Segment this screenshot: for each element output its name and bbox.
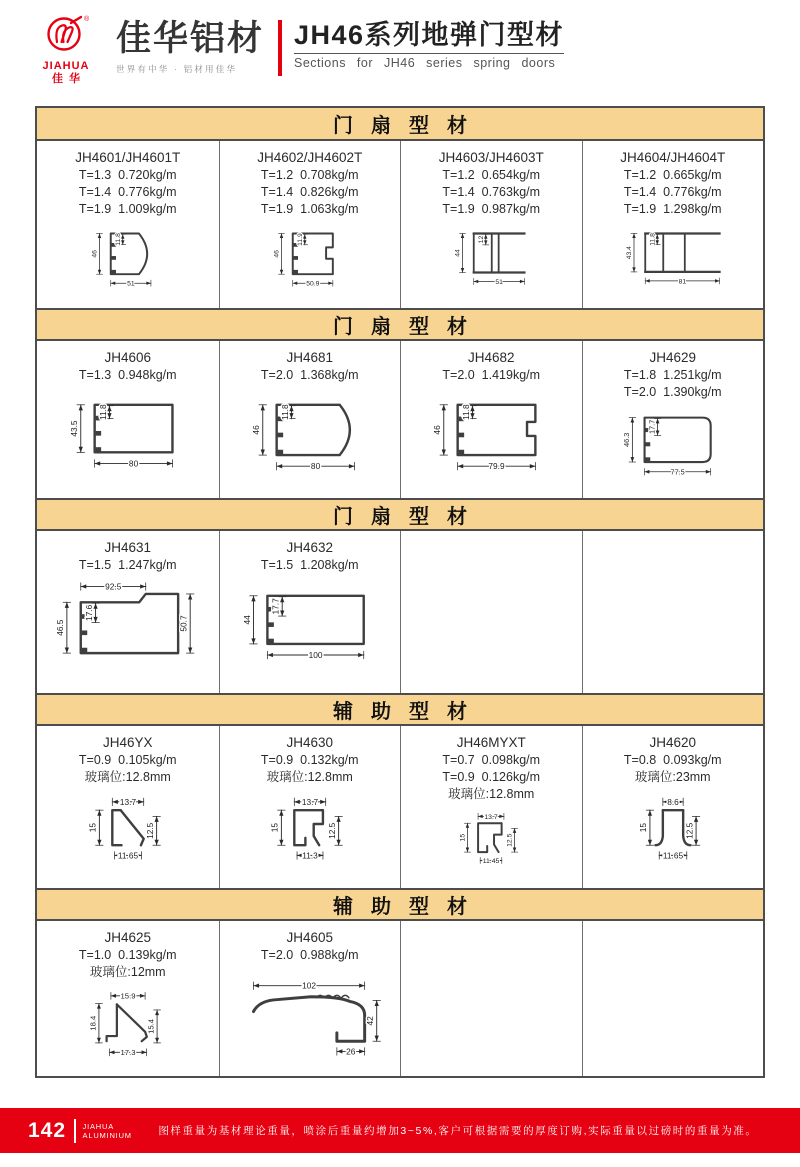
profile-drawing-ramp <box>222 966 398 1072</box>
profile-spec: T=0.7 0.098kg/m <box>442 753 541 767</box>
svg-text:®: ® <box>84 16 90 23</box>
svg-text:77.5: 77.5 <box>670 467 685 477</box>
svg-text:42: 42 <box>364 1016 375 1026</box>
profile-spec: T=1.9 0.987kg/m <box>442 202 541 216</box>
svg-text:50.9: 50.9 <box>305 280 320 288</box>
title-block <box>294 12 564 70</box>
svg-text:46.5: 46.5 <box>54 619 65 636</box>
svg-text:11.8: 11.8 <box>97 404 108 420</box>
profile-code: JH4603/JH4603T <box>438 150 544 165</box>
svg-text:13.7: 13.7 <box>119 796 136 807</box>
profile-drawing-rails-right <box>585 220 761 304</box>
profile-cell-jh4681 <box>219 341 401 498</box>
page-title: JH46系列地弹门型材 <box>294 20 565 50</box>
profile-spec: T=2.0 1.419kg/m <box>442 368 541 382</box>
profile-cell-jh4682 <box>400 341 582 498</box>
profile-code: JH4602/JH4602T <box>257 150 363 165</box>
profile-cell-jh4602-jh4602t <box>219 141 401 308</box>
profile-spec: T=1.4 0.776kg/m <box>78 185 177 199</box>
footer-note: 图样重量为基材理论重量，喷涂后重量约增加3~5%,客户可根据需要的厚度订购,实际重量以过磅时的重量为准。 <box>158 1125 758 1137</box>
profile-spec: T=0.9 0.132kg/m <box>260 753 359 767</box>
svg-text:18.4: 18.4 <box>88 1015 98 1031</box>
page-header <box>0 0 800 92</box>
page-footer <box>0 1108 800 1153</box>
svg-text:43.4: 43.4 <box>625 246 633 260</box>
svg-text:13.7: 13.7 <box>484 813 498 821</box>
section-header: 门扇型材 <box>37 108 763 141</box>
svg-text:15: 15 <box>637 823 648 833</box>
profile-code: JH4601/JH4601T <box>75 150 181 165</box>
profile-spec: T=1.9 1.298kg/m <box>623 202 722 216</box>
footer-brand-line1: JIAHUA <box>82 1121 115 1131</box>
svg-text:11.8: 11.8 <box>649 233 656 246</box>
svg-text:17.3: 17.3 <box>120 1048 136 1058</box>
profile-row <box>37 531 763 693</box>
svg-text:12.5: 12.5 <box>506 833 514 847</box>
svg-text:44: 44 <box>241 615 252 625</box>
profile-cell-jh4601-jh4601t <box>37 141 219 308</box>
profile-spec: T=1.2 0.708kg/m <box>260 168 359 182</box>
profile-row <box>37 141 763 308</box>
svg-text:81: 81 <box>678 278 686 286</box>
profile-spec: T=2.0 1.390kg/m <box>623 385 722 399</box>
svg-text:80: 80 <box>310 461 320 472</box>
footer-divider <box>74 1119 76 1143</box>
svg-text:15: 15 <box>87 823 98 833</box>
svg-text:80: 80 <box>128 458 138 469</box>
empty-cell <box>582 531 764 693</box>
profile-spec: 玻璃位:12.8mm <box>266 770 353 784</box>
profile-code: JH46YX <box>102 735 153 750</box>
section-header: 门扇型材 <box>37 498 763 531</box>
svg-text:100: 100 <box>308 649 323 660</box>
profile-cell-jh46myxt <box>400 726 582 888</box>
profile-code: JH4604/JH4604T <box>620 150 726 165</box>
svg-text:11.65: 11.65 <box>117 850 138 861</box>
section-header: 门扇型材 <box>37 308 763 341</box>
profile-drawing-small-f <box>403 805 579 884</box>
profile-spec: 玻璃位:12.8mm <box>448 787 535 801</box>
profile-spec: T=1.2 0.665kg/m <box>623 168 722 182</box>
svg-text:79.9: 79.9 <box>488 461 505 472</box>
profile-drawing-rect <box>40 386 216 494</box>
profile-code: JH4632 <box>286 540 334 555</box>
svg-text:15: 15 <box>459 833 467 842</box>
profile-code: JH4606 <box>104 350 152 365</box>
profile-drawing-small-hook <box>40 983 216 1072</box>
svg-text:11.8: 11.8 <box>114 233 122 246</box>
logo-brand-text: JIAHUA <box>42 60 90 72</box>
svg-text:15: 15 <box>269 823 280 833</box>
profile-spec: T=0.9 0.126kg/m <box>442 770 541 784</box>
footer-brand <box>83 1122 132 1140</box>
profile-drawing-small-diag <box>40 788 216 884</box>
title-rule <box>294 53 564 54</box>
profile-spec: T=1.2 0.654kg/m <box>442 168 541 182</box>
profile-code: JH4631 <box>104 540 152 555</box>
profile-spec: T=0.9 0.105kg/m <box>78 753 177 767</box>
profile-code: JH4682 <box>467 350 515 365</box>
empty-cell <box>582 921 764 1076</box>
profile-code: JH46MYXT <box>456 735 526 750</box>
profile-cell-jh4631 <box>37 531 219 693</box>
svg-text:8.6: 8.6 <box>666 796 679 807</box>
profile-spec: T=1.4 0.776kg/m <box>623 185 722 199</box>
profile-spec: T=1.9 1.063kg/m <box>260 202 359 216</box>
profile-code: JH4625 <box>104 930 152 945</box>
svg-text:11.65: 11.65 <box>662 850 683 861</box>
svg-text:17.6: 17.6 <box>83 604 94 621</box>
svg-text:46: 46 <box>432 425 443 435</box>
profile-row <box>37 726 763 888</box>
svg-text:17.7: 17.7 <box>647 419 657 435</box>
profile-drawing-small-u <box>585 788 761 884</box>
profile-code: JH4620 <box>649 735 697 750</box>
profile-cell-jh4604-jh4604t <box>582 141 764 308</box>
svg-text:46: 46 <box>91 250 99 258</box>
company-logo <box>22 12 110 86</box>
svg-text:15.4: 15.4 <box>146 1018 156 1034</box>
profile-spec: T=1.4 0.763kg/m <box>442 185 541 199</box>
svg-text:13.7: 13.7 <box>301 796 318 807</box>
profile-code: JH4681 <box>286 350 334 365</box>
profile-cell-jh4632 <box>219 531 401 693</box>
header-divider <box>278 20 282 76</box>
empty-cell <box>400 531 582 693</box>
section-header: 辅助型材 <box>37 888 763 921</box>
company-name: 佳华铝材 <box>116 19 265 58</box>
svg-text:12: 12 <box>478 235 485 244</box>
svg-text:11.9: 11.9 <box>296 233 304 246</box>
svg-text:11.8: 11.8 <box>279 404 290 420</box>
svg-text:51: 51 <box>126 280 135 288</box>
profile-table <box>35 106 765 1078</box>
profile-drawing-step-top <box>40 576 216 686</box>
profile-row <box>37 921 763 1076</box>
svg-text:12.5: 12.5 <box>684 822 695 839</box>
company-slogan: 世界有中华 · 铝材用佳华 <box>116 64 238 74</box>
svg-text:26: 26 <box>345 1046 356 1057</box>
profile-spec: 玻璃位:12mm <box>89 965 166 979</box>
company-block <box>116 12 264 75</box>
svg-text:44: 44 <box>454 249 462 257</box>
profile-spec: T=1.5 1.208kg/m <box>260 558 359 572</box>
svg-text:50.7: 50.7 <box>178 615 189 632</box>
profile-row <box>37 341 763 498</box>
profile-cell-jh4603-jh4603t <box>400 141 582 308</box>
profile-drawing-round-right <box>222 386 398 494</box>
profile-cell-jh46yx <box>37 726 219 888</box>
profile-cell-jh4605 <box>219 921 401 1076</box>
profile-spec: T=1.9 1.009kg/m <box>78 202 177 216</box>
page-number: 142 <box>28 1118 67 1142</box>
svg-text:11.3: 11.3 <box>301 850 318 861</box>
svg-text:43.5: 43.5 <box>68 420 79 437</box>
profile-code: JH4630 <box>286 735 334 750</box>
svg-text:11.8: 11.8 <box>461 404 472 420</box>
svg-text:51: 51 <box>495 278 504 286</box>
profile-drawing-rails-right <box>403 220 579 304</box>
profile-spec: T=1.5 1.247kg/m <box>78 558 177 572</box>
svg-text:92.5: 92.5 <box>104 581 122 592</box>
profile-spec: T=1.3 0.948kg/m <box>78 368 177 382</box>
profile-drawing-notch-right <box>403 386 579 494</box>
profile-spec: T=1.3 0.720kg/m <box>78 168 177 182</box>
svg-text:46: 46 <box>250 425 261 435</box>
profile-spec: T=1.4 0.826kg/m <box>260 185 359 199</box>
profile-cell-jh4625 <box>37 921 219 1076</box>
svg-text:46: 46 <box>273 250 281 258</box>
svg-text:15.9: 15.9 <box>120 991 136 1001</box>
profile-code: JH4605 <box>286 930 334 945</box>
profile-cell-jh4630 <box>219 726 401 888</box>
page-subtitle: Sections for JH46 series spring doors <box>294 56 556 70</box>
section-header: 辅助型材 <box>37 693 763 726</box>
profile-spec: T=2.0 0.988kg/m <box>260 948 359 962</box>
svg-text:12.5: 12.5 <box>144 822 155 839</box>
svg-text:17.7: 17.7 <box>270 598 281 615</box>
profile-cell-jh4606 <box>37 341 219 498</box>
svg-text:102: 102 <box>301 980 316 991</box>
logo-brand-cn: 佳华 <box>52 73 86 85</box>
footer-brand-line2: ALUMINIUM <box>82 1130 132 1140</box>
empty-cell <box>400 921 582 1076</box>
profile-drawing-rect <box>222 576 398 686</box>
profile-spec: T=0.8 0.093kg/m <box>623 753 722 767</box>
logo-emblem-icon <box>40 12 92 60</box>
svg-text:46.3: 46.3 <box>621 432 631 447</box>
profile-spec: T=1.0 0.139kg/m <box>78 948 177 962</box>
profile-drawing-notch-right <box>222 220 398 304</box>
profile-spec: 玻璃位:12.8mm <box>84 770 171 784</box>
profile-drawing-small-f <box>222 788 398 884</box>
profile-drawing-round-right <box>40 220 216 304</box>
svg-text:12.5: 12.5 <box>326 822 337 839</box>
profile-spec: T=2.0 1.368kg/m <box>260 368 359 382</box>
profile-cell-jh4620 <box>582 726 764 888</box>
profile-code: JH4629 <box>649 350 697 365</box>
profile-cell-jh4629 <box>582 341 764 498</box>
profile-drawing-round-corner <box>585 403 761 494</box>
profile-spec: 玻璃位:23mm <box>634 770 711 784</box>
svg-text:11.45: 11.45 <box>482 857 500 865</box>
profile-spec: T=1.8 1.251kg/m <box>623 368 722 382</box>
